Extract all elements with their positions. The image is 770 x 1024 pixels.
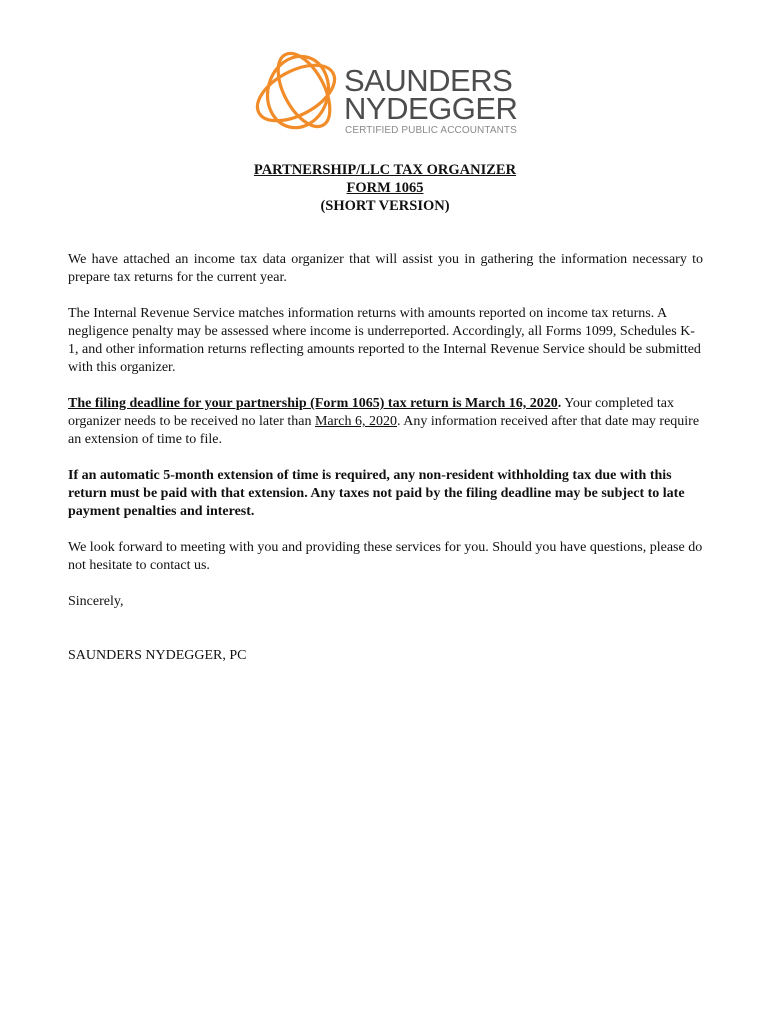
heading-title: PARTNERSHIP/LLC TAX ORGANIZER — [253, 162, 517, 178]
letter-body — [68, 251, 703, 683]
organizer-due-date: March 6, 2020 — [314, 414, 398, 429]
deadline-text-1: Your completed tax organizer needs to be received no later than — [68, 396, 674, 429]
logo-name-line1: SAUNDERS — [344, 63, 513, 98]
document-heading — [0, 161, 770, 215]
company-logo — [250, 46, 520, 142]
logo-subtitle: CERTIFIED PUBLIC ACCOUNTANTS — [345, 125, 517, 136]
closing-paragraph: We look forward to meeting with you and providing these services for you. Should you have questions, please do not hesitate to contact us. — [68, 540, 703, 573]
logo-name-line2: NYDEGGER — [344, 91, 518, 126]
extension-paragraph: If an automatic 5-month extension of time is required, any non-resident withholding tax due with this return must be paid with that extension. Any taxes not paid by the filing deadline may be subject to late payment penalties and interest. — [68, 468, 685, 519]
firm-signature: SAUNDERS NYDEGGER, PC — [68, 648, 247, 663]
intro-paragraph: We have attached an income tax data organizer that will assist you in gathering the information necessary to prepare tax returns for the current year. — [68, 252, 703, 285]
sincerely-text: Sincerely, — [68, 594, 124, 609]
logo-rings-icon — [250, 46, 350, 138]
heading-version: (SHORT VERSION) — [320, 198, 450, 214]
irs-paragraph: The Internal Revenue Service matches information returns with amounts reported on income tax returns. A negligence penalty may be assessed where income is underreported. Accordingly, all Forms 1099, Schedules K-1, and other information returns reflecting amounts reported to the Internal Revenue Service should be submitted with this organizer. — [68, 306, 701, 375]
heading-form: FORM 1065 — [346, 180, 424, 196]
deadline-statement: The filing deadline for your partnership (Form 1065) tax return is March 16, 2020 — [68, 396, 558, 411]
deadline-paragraph — [68, 395, 703, 449]
deadline-period: . — [557, 396, 562, 411]
deadline-text-2: . Any information received after that date may require an extension of time to file. — [68, 414, 700, 447]
